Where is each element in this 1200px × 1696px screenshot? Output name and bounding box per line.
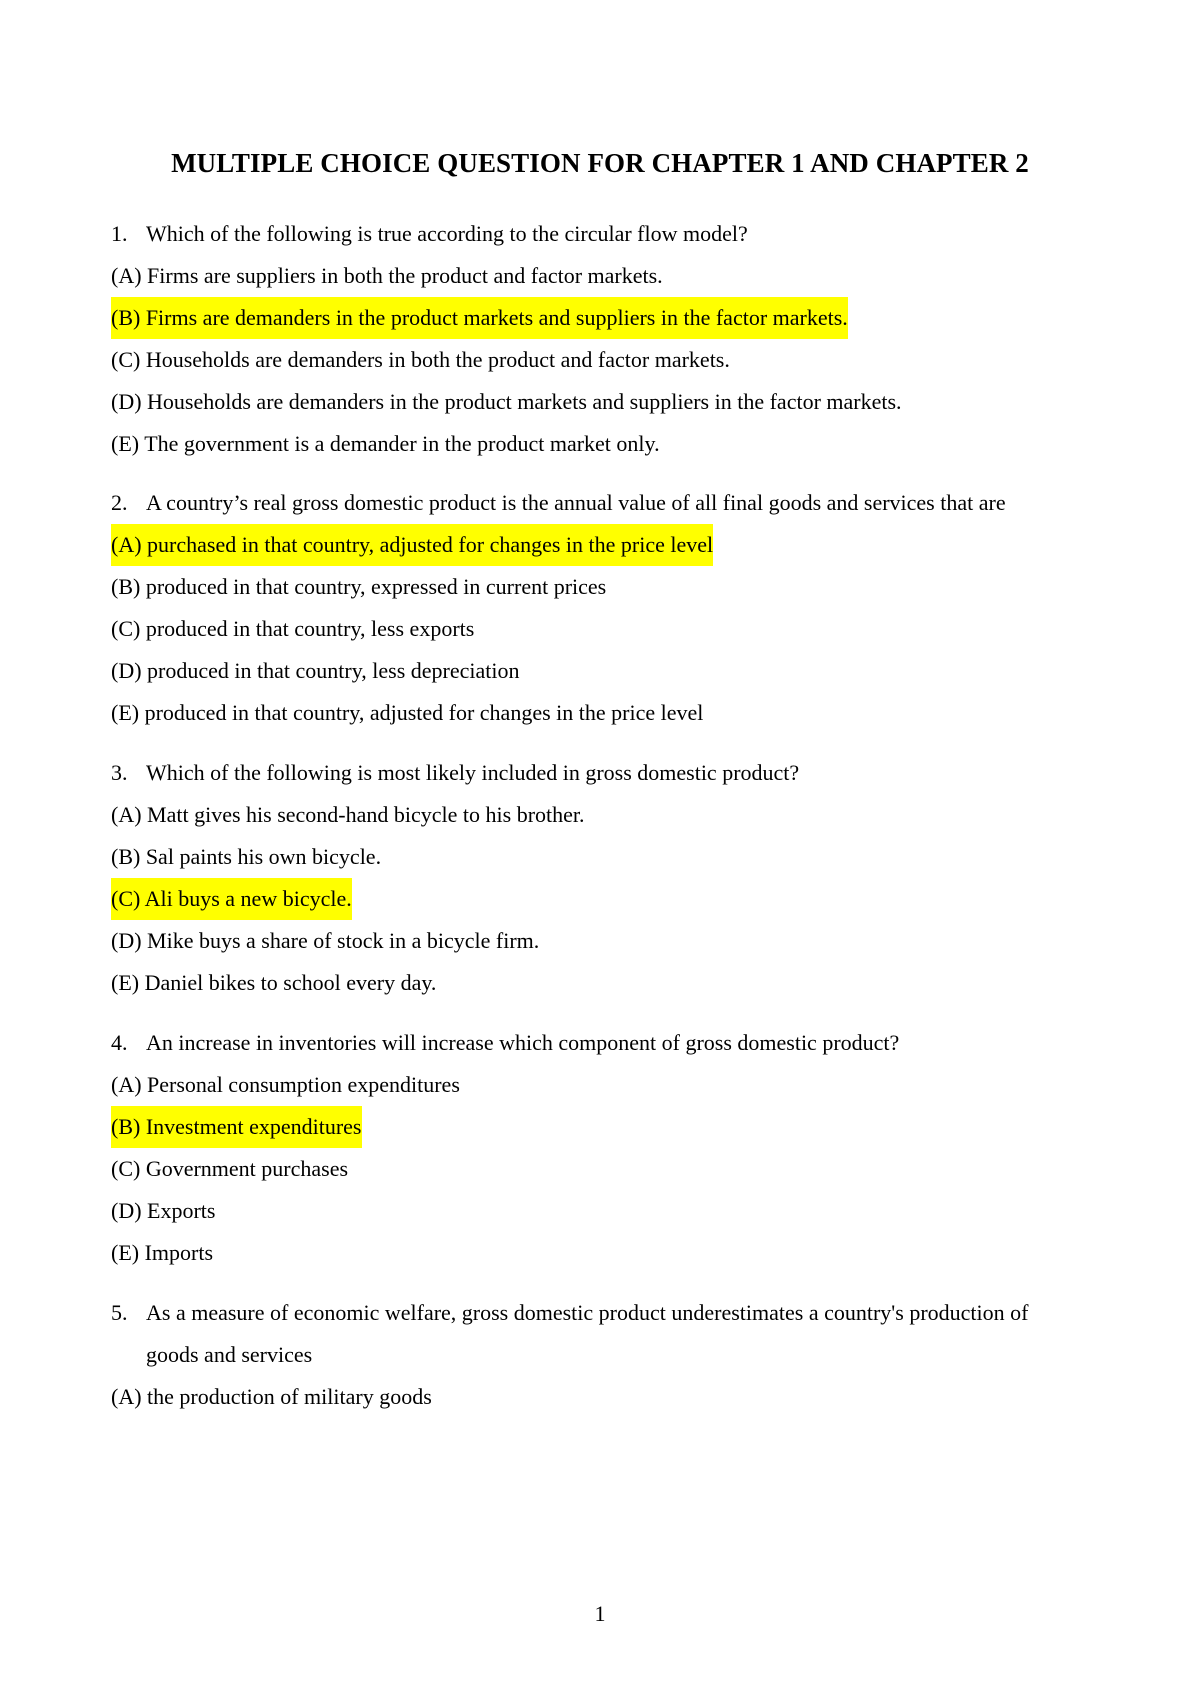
answer-option-c xyxy=(0,1148,1200,1190)
answer-option-c xyxy=(0,878,1200,920)
highlighted-answer: (B) Firms are demanders in the product markets and suppliers in the factor markets. xyxy=(111,297,848,339)
option-text: (E) Imports xyxy=(111,1240,214,1265)
highlighted-answer: (A) purchased in that country, adjusted for changes in the price level xyxy=(111,524,713,566)
option-text: (A) the production of military goods xyxy=(111,1384,432,1409)
option-text: (B) produced in that country, expressed in current prices xyxy=(111,574,607,599)
answer-option-a xyxy=(0,255,1200,297)
question-stem xyxy=(0,1022,1200,1064)
answer-option-c xyxy=(0,608,1200,650)
highlighted-answer: (B) Investment expenditures xyxy=(111,1106,362,1148)
option-text: (E) The government is a demander in the product market only. xyxy=(111,431,660,456)
answer-option-b xyxy=(0,566,1200,608)
answer-option-c xyxy=(0,339,1200,381)
option-text: (A) Firms are suppliers in both the product and factor markets. xyxy=(111,263,663,288)
question-stem xyxy=(0,213,1200,255)
option-text: (B) Sal paints his own bicycle. xyxy=(111,844,382,869)
question-number: 2. xyxy=(111,490,128,515)
option-text: (C) Households are demanders in both the product and factor markets. xyxy=(111,347,730,372)
answer-option-a xyxy=(0,1064,1200,1106)
question-text: As a measure of economic welfare, gross domestic product underestimates a country's production of xyxy=(146,1300,1029,1325)
question-text: A country’s real gross domestic product is the annual value of all final goods and services that are xyxy=(146,490,1006,515)
answer-option-d xyxy=(0,381,1200,423)
question-stem-continued xyxy=(0,1334,1200,1376)
highlighted-answer: (C) Ali buys a new bicycle. xyxy=(111,878,352,920)
answer-option-b xyxy=(0,836,1200,878)
option-text: (D) produced in that country, less depreciation xyxy=(111,658,520,683)
answer-option-b xyxy=(0,297,1200,339)
question-stem xyxy=(0,482,1200,524)
question-number: 5. xyxy=(111,1300,128,1325)
answer-option-e xyxy=(0,1232,1200,1274)
question-number: 3. xyxy=(111,760,128,785)
question-2 xyxy=(0,482,1200,734)
option-text: (A) Personal consumption expenditures xyxy=(111,1072,460,1097)
question-text: Which of the following is true according to the circular flow model? xyxy=(146,221,748,246)
page-title: MULTIPLE CHOICE QUESTION FOR CHAPTER 1 AND CHAPTER 2 xyxy=(171,148,1029,178)
answer-option-a xyxy=(0,524,1200,566)
question-stem xyxy=(0,1292,1200,1334)
answer-option-a xyxy=(0,1376,1200,1418)
page-number: 1 xyxy=(594,1601,606,1626)
option-text: (A) Matt gives his second-hand bicycle to his brother. xyxy=(111,802,585,827)
answer-option-a xyxy=(0,794,1200,836)
question-stem xyxy=(0,752,1200,794)
question-text: Which of the following is most likely included in gross domestic product? xyxy=(146,760,800,785)
option-text: (E) Daniel bikes to school every day. xyxy=(111,970,437,995)
question-number: 1. xyxy=(111,221,128,246)
option-text: (E) produced in that country, adjusted for changes in the price level xyxy=(111,700,704,725)
question-4 xyxy=(0,1022,1200,1274)
answer-option-e xyxy=(0,962,1200,1004)
question-1 xyxy=(0,213,1200,465)
option-text: (C) Government purchases xyxy=(111,1156,349,1181)
question-text: An increase in inventories will increase which component of gross domestic product? xyxy=(146,1030,900,1055)
answer-option-e xyxy=(0,692,1200,734)
answer-option-d xyxy=(0,650,1200,692)
answer-option-d xyxy=(0,920,1200,962)
question-5 xyxy=(0,1292,1200,1418)
question-3 xyxy=(0,752,1200,1004)
answer-option-b xyxy=(0,1106,1200,1148)
option-text: (D) Mike buys a share of stock in a bicycle firm. xyxy=(111,928,540,953)
answer-option-d xyxy=(0,1190,1200,1232)
question-text-continued: goods and services xyxy=(146,1342,313,1367)
option-text: (D) Exports xyxy=(111,1198,216,1223)
question-number: 4. xyxy=(111,1030,128,1055)
answer-option-e xyxy=(0,423,1200,465)
option-text: (C) produced in that country, less exports xyxy=(111,616,475,641)
option-text: (D) Households are demanders in the product markets and suppliers in the factor markets. xyxy=(111,389,902,414)
